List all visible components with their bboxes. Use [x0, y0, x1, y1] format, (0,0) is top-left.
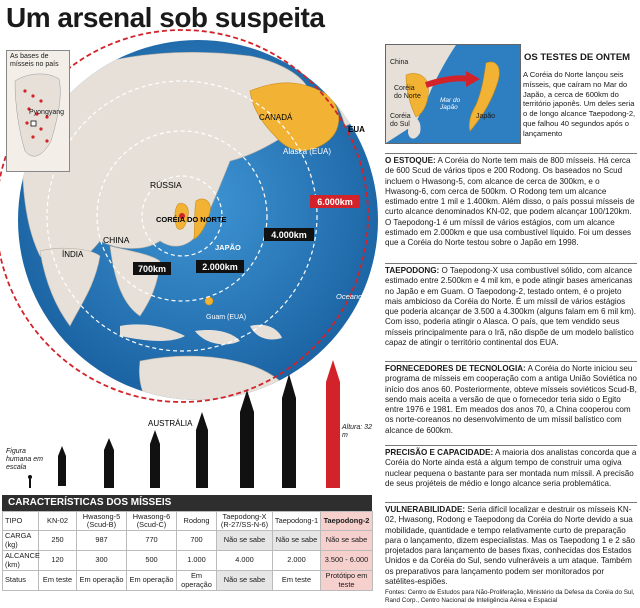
col-header: Hwasong-5 (Scud-B): [77, 512, 127, 531]
missile-rodong: [196, 412, 208, 488]
inset-caption: A Coréia do Norte lançou seis mísseis, que caíram no Mar do Japão, a cerca de 600km do território japonês. Um deles seria o de longo alcance Taepodong-2, que falhou 40 segundos após o lançamento: [523, 70, 636, 138]
table-header: [3, 512, 373, 531]
missile-silhouettes: [0, 360, 382, 498]
table-cell: Não se sabe: [321, 531, 373, 551]
section-heading: PRECISÃO E CAPACIDADE:: [385, 448, 494, 457]
divider: [385, 361, 637, 362]
svg-text:6.000km: 6.000km: [317, 197, 353, 207]
missile-table: [2, 495, 372, 591]
col-header: Hwasong-6 (Scud-C): [127, 512, 177, 531]
table-cell: 700: [177, 531, 217, 551]
range-label-2000: [196, 260, 244, 273]
locator-inset: [6, 50, 70, 172]
row-label: Status: [3, 571, 39, 591]
label-canada: CANADÁ: [259, 113, 293, 122]
col-header: Taepodong-2: [321, 512, 373, 531]
table-cell: Em operação: [177, 571, 217, 591]
sources: Fontes: Centro de Estudos para Não-Proliferação, Ministério da Defesa da Coréia do Sul, Rand Corp., Centro Nacional de Inteligência Aérea e Espacial: [385, 589, 635, 604]
divider: [385, 263, 637, 264]
human-figure: [28, 475, 32, 488]
inset-label-japao: Japão: [476, 113, 496, 120]
table-cell: 300: [77, 551, 127, 571]
table-cell: Em operação: [127, 571, 177, 591]
test-inset-map: [385, 44, 521, 144]
section-estoque: [385, 156, 637, 249]
table-row: [3, 531, 373, 551]
height-label: Altura: 32 m: [342, 424, 372, 439]
table-cell: 120: [39, 551, 77, 571]
label-russia: RÚSSIA: [150, 180, 182, 190]
row-label: ALCANCE (km): [3, 551, 39, 571]
label-india: ÍNDIA: [62, 250, 84, 259]
table-title: CARACTERÍSTICAS DOS MÍSSEIS: [2, 495, 372, 511]
table-cell: 4.000: [217, 551, 273, 571]
table-cell: Não se sabe: [217, 571, 273, 591]
row-label: CARGA (kg): [3, 531, 39, 551]
table-cell: 3.500 - 6.000: [321, 551, 373, 571]
divider: [385, 445, 637, 446]
table-cell: Não se sabe: [217, 531, 273, 551]
inset-label-china: China: [390, 59, 409, 66]
section-text: A Coréia do Norte iniciou seu programa de mísseis em cooperação com a antiga União Soviética no início dos anos 60. Posteriormente, obteve mísseis soviéticos Scud-B, sendo mais aceita a versão de que o fornecedor teria sido o Egito entre 1976 e 1981. Em meados dos anos 70, a China cooperou com os norte-coreanos no desenvolvimento de um míssil balístico com alcance de 600km.: [385, 364, 637, 435]
range-label-700: [133, 262, 171, 275]
missile-hwasong5: [104, 438, 114, 488]
table-row: [3, 571, 373, 591]
section-heading: O ESTOQUE:: [385, 156, 436, 165]
section-heading: VULNERABILIDADE:: [385, 505, 466, 514]
section-precisao: [385, 448, 637, 489]
svg-text:700km: 700km: [137, 264, 167, 274]
pyongyang-marker: [31, 121, 36, 126]
table-cell: Protótipo em teste: [321, 571, 373, 591]
col-header: Taepodong-1: [273, 512, 321, 531]
section-text: A Coréia do Norte tem mais de 800 mísseis. Há cerca de 600 Scud de vários tipos e 200 Rodong. Os baseados no Scud incluem o Hwasong-5, com alcance de cerca de 300km, e o Hwasong-6, com cerca de 500km. O Rodong tem um alcance estimado entre 1 mil e 1.400km. Além disso, o país possui mísseis de curto alcance denominados KN-02, que podem alcançar 100/120km. O Taepodong-1 é um míssil de vários estágios, com um alcance estimado em 2.000km e que usa combustível líquido. Foi um desses que a Coréia do Norte testou sobre o Japão em 1998.: [385, 156, 635, 248]
missile-kn02: [58, 446, 66, 486]
missile-taepodong-2: [326, 360, 340, 488]
table-cell: 987: [77, 531, 127, 551]
label-alasca: Alasca (EUA): [283, 147, 332, 156]
section-vulnerabilidade: [385, 505, 637, 587]
table-cell: 500: [127, 551, 177, 571]
table-cell: 2.000: [273, 551, 321, 571]
range-label-4000: [264, 228, 314, 241]
inset-label-cn: Coréia do Norte: [394, 85, 421, 100]
range-label-6000: [310, 195, 360, 208]
label-australia: AUSTRÁLIA: [148, 419, 193, 428]
table-cell: 770: [127, 531, 177, 551]
table-cell: Em operação: [77, 571, 127, 591]
table-row: [3, 551, 373, 571]
label-coreia: CORÉIA DO NORTE: [156, 215, 227, 224]
table-cell: Não se sabe: [273, 531, 321, 551]
col-tipo: TIPO: [3, 512, 39, 531]
section-text: A maioria dos analistas concorda que a Coréia do Norte ainda está a algum tempo de construir uma ogiva nuclear pequena o bastante para ser montada num míssil. A precisão de seus projéteis de médio e longo alcance seria problemática.: [385, 448, 637, 488]
inset-title: OS TESTES DE ONTEM: [524, 52, 631, 63]
divider: [385, 502, 637, 503]
svg-text:4.000km: 4.000km: [271, 230, 307, 240]
label-oceano: Oceano Pacífico: [336, 292, 392, 301]
inset-label-cs: Coréia do Sul: [390, 113, 411, 128]
label-china: CHINA: [103, 235, 130, 245]
locator-label: As bases de mísseis no país: [10, 53, 59, 68]
human-label: Figura humana em escala: [6, 448, 43, 471]
label-eua: EUA: [348, 125, 365, 134]
col-header: Taepodong-X (R-27/SS-N-6): [217, 512, 273, 531]
col-header: KN-02: [39, 512, 77, 531]
svg-text:2.000km: 2.000km: [202, 262, 238, 272]
section-heading: FORNECEDORES DE TECNOLOGIA:: [385, 364, 526, 373]
col-header: Rodong: [177, 512, 217, 531]
section-fornecedores: [385, 364, 637, 436]
inset-label-mar: Mar do Japão: [440, 97, 461, 111]
label-japao: JAPÃO: [215, 243, 241, 252]
table-cell: Em teste: [39, 571, 77, 591]
missile-taepodong-1: [282, 374, 296, 488]
missile-taepodong-x: [240, 390, 254, 488]
table-cell: 250: [39, 531, 77, 551]
divider: [385, 153, 637, 154]
section-heading: TAEPODONG:: [385, 266, 440, 275]
label-guam: Guam (EUA): [206, 314, 247, 321]
section-taepodong: [385, 266, 637, 348]
table-cell: Em teste: [273, 571, 321, 591]
table-cell: 1.000: [177, 551, 217, 571]
missile-hwasong6: [150, 430, 160, 488]
locator-city: Pyongyang: [29, 109, 65, 116]
section-text: Seria difícil localizar e destruir os mísseis KN-02, Hwasong, Rodong e Taepodong da Coréia do Norte devido a sua mobilidade, quantidade e tempo relativamente curto de preparação para o lançamento, dizem especialistas. Mas os Taepodong 1 e 2 são projetados para lançamento de bases fixas, conhecidas dos Estados Unidos e da Coréia do Sul, sendo vulneráveis a um ataque. Também os preparativos para lançamento podem ser monitorados por satélites-espiões.: [385, 505, 636, 587]
page-title: Um arsenal sob suspeita: [6, 2, 325, 33]
section-text: O Taepodong-X usa combustível sólido, com alcance estimado entre 2.500km e 4 mil km, e pode atingir bases americanas no Japão e em Guam. O Taepodong-2, testado ontem, é o projeto mais ambicioso da Coréia do Norte. É um míssil de vários estágios que poderia alcançar de 3.500 a 4.300km (alguns falam em 6 mil km). Com isso, poderia atingir o Alasca. O país, que tem vendido seus mísseis principalmente para o Irã, não dispõe de um modelo balístico capaz de atingir o território continental dos EUA.: [385, 266, 637, 348]
